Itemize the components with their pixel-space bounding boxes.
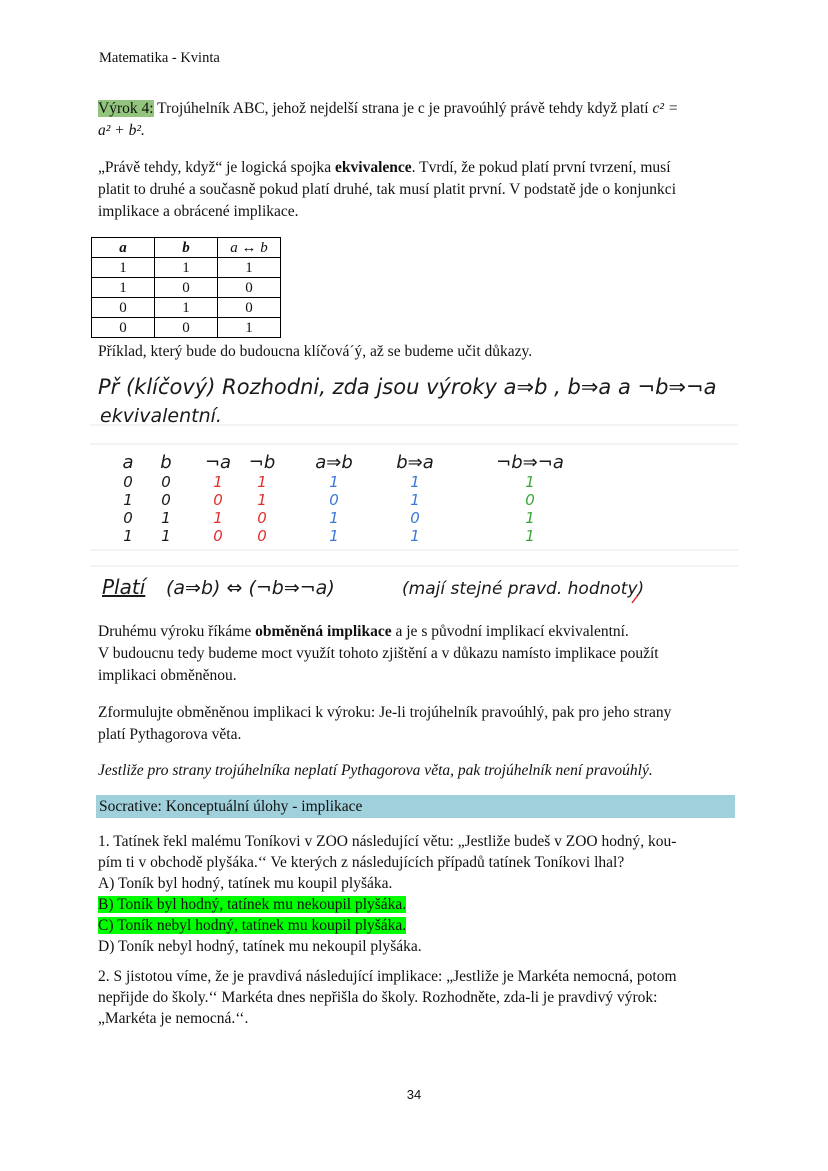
table-cell: 0 [92,298,155,318]
question-1 [98,831,734,957]
question-2 [98,966,734,1029]
hw-line-1: Př (klíčový) Rozhodni, zda jsou výroky a⇒b , b⇒a a ¬b⇒¬a [98,375,717,399]
table-cell: 0 [155,278,218,298]
hw-cell: 0 [161,491,171,509]
hw-cell: 1 [123,527,133,545]
hw-cell: 1 [213,509,223,527]
hw-column-header: ¬b⇒¬a [496,452,564,473]
hw-cell: 1 [329,509,339,527]
table-cell: 1 [218,318,281,338]
table-cell: 0 [218,278,281,298]
priklad-text: Příklad, který bude do budoucna klíčová´ý, až se budeme učit důkazy. [98,343,533,360]
vyrok-4-paragraph [98,98,734,142]
hw-cell: 1 [257,491,267,509]
table-row [92,278,281,298]
table-row [92,298,281,318]
truth-header-equiv: a ↔ b [218,238,281,258]
hw-cell: 1 [410,491,420,509]
table-cell: 1 [155,258,218,278]
hw-cell: 1 [329,527,339,545]
vyrok-4-formula-1: c² = [652,100,679,117]
hw-cell: 1 [161,527,171,545]
vyrok-4-label: Výrok 4: [98,100,154,117]
q1-option-b: B) Toník byl hodný, tatínek mu nekoupil plyšáka. [98,896,407,913]
ekvivalence-paragraph [98,157,734,223]
table-cell: 0 [155,318,218,338]
ekvivalence-text-1: „Právě tehdy, když“ je logická spojka [98,159,336,176]
socrative-heading: Socrative: Konceptuální úlohy - implikace [96,795,735,818]
table-row [92,258,281,278]
page-number: 34 [406,1087,422,1102]
obmenena-line-3: implikaci obměněnou. [98,667,237,684]
hw-cell: 1 [410,473,420,491]
q1-option-c: C) Toník nebyl hodný, tatínek mu koupil plyšáka. [98,917,407,934]
table-cell: 1 [218,258,281,278]
hw-column-header: ¬b [248,452,276,473]
ekvivalence-bold: ekvivalence [335,159,412,176]
hw-column-header: b⇒a [396,452,434,473]
hw-cell: 0 [213,491,223,509]
truth-header-b: b [155,238,218,258]
hw-cell: 0 [257,509,267,527]
obmenena-paragraph [98,621,734,687]
obmenena-bold: obměněná implikace [255,623,392,640]
ekvivalence-text-2: . Tvrdí, že pokud platí první tvrzení, musí [411,159,671,176]
hw-column-header: a⇒b [315,452,353,473]
hw-cell: 1 [329,473,339,491]
hw-cell: 1 [123,491,133,509]
hw-cell: 0 [410,509,420,527]
table-cell: 1 [92,278,155,298]
hw-line-2: ekvivalentní. [100,405,222,427]
hw-cell: 1 [213,473,223,491]
hw-cell: 0 [123,473,133,491]
q2-line-1: 2. S jistotou víme, že je pravdivá následující implikace: „Jestliže je Markéta nemocná, potom [98,968,677,985]
q2-line-3: „Markéta je nemocná.‘‘. [98,1010,249,1027]
hw-plati-label: Platí [102,575,146,599]
handwritten-notes [90,362,738,622]
hw-cell: 0 [213,527,223,545]
table-cell: 0 [92,318,155,338]
hw-value-rows [123,473,535,545]
obmenena-line-2: V budoucnu tedy budeme moct využít tohoto zjištění a v důkazu namísto implikace použít [98,645,659,662]
truth-header-a: a [92,238,155,258]
q2-line-2: nepřijde do školy.‘‘ Markéta dnes nepřišla do školy. Rozhodněte, zda-li je pravdivý výrok: [98,989,658,1006]
vyrok-4-formula-2: a² + b². [98,122,145,139]
answer-italic: Jestliže pro strany trojúhelníka neplatí Pythagorova věta, pak trojúhelník není pravoúhlý. [98,762,653,779]
hw-column-headers [122,452,563,473]
hw-plati-note: (mají stejné pravd. hodnoty) [402,579,645,599]
vyrok-4-text: Trojúhelník ABC, jehož nejdelší strana je c je pravoúhlý právě tehdy když platí [153,100,653,117]
hw-cell: 0 [525,491,535,509]
hw-cell: 0 [257,527,267,545]
zformulujte-paragraph [98,702,734,746]
q1-line-2: pím ti v obchodě plyšáka.‘‘ Ve kterých z následujících případů tatínek Toníkovi lhal? [98,854,625,871]
page-header: Matematika - Kvinta [99,50,220,66]
hw-cell: 1 [525,527,535,545]
obmenena-text-2: a je s původní implikací ekvivalentní. [391,623,629,640]
table-cell: 1 [155,298,218,318]
zformulujte-line-1: Zformulujte obměněnou implikaci k výroku: Je-li trojúhelník pravoúhlý, pak pro jeho strany [98,704,672,721]
obmenena-text-1: Druhému výroku říkáme [98,623,256,640]
table-cell: 0 [218,298,281,318]
q1-option-a: A) Toník byl hodný, tatínek mu koupil plyšáka. [98,875,393,892]
hw-column-header: a [122,452,134,473]
hw-plati-formula: (a⇒b) ⇔ (¬b⇒¬a) [166,577,335,599]
ekvivalence-line-2: platit to druhé a současně pokud platí druhé, tak musí platit první. V podstatě jde o konjunkci [98,181,676,198]
hw-cell: 0 [123,509,133,527]
zformulujte-line-2: platí Pythagorova věta. [98,726,242,743]
hw-column-header: ¬a [204,452,232,473]
truth-table [91,237,281,338]
table-row [92,318,281,338]
hw-cell: 1 [410,527,420,545]
hw-cell: 1 [525,509,535,527]
q1-line-1: 1. Tatínek řekl malému Toníkovi v ZOO následující větu: „Jestliže budeš v ZOO hodný, kou- [98,833,677,850]
hw-column-header: b [160,452,172,473]
ekvivalence-line-3: implikace a obrácené implikace. [98,203,299,220]
hw-cell: 0 [329,491,339,509]
hw-cell: 1 [257,473,267,491]
table-cell: 1 [92,258,155,278]
truth-table-header [92,238,281,258]
hw-cell: 1 [525,473,535,491]
hw-cell: 1 [161,509,171,527]
q1-option-d: D) Toník nebyl hodný, tatínek mu nekoupil plyšáka. [98,938,422,955]
hw-cell: 0 [161,473,171,491]
